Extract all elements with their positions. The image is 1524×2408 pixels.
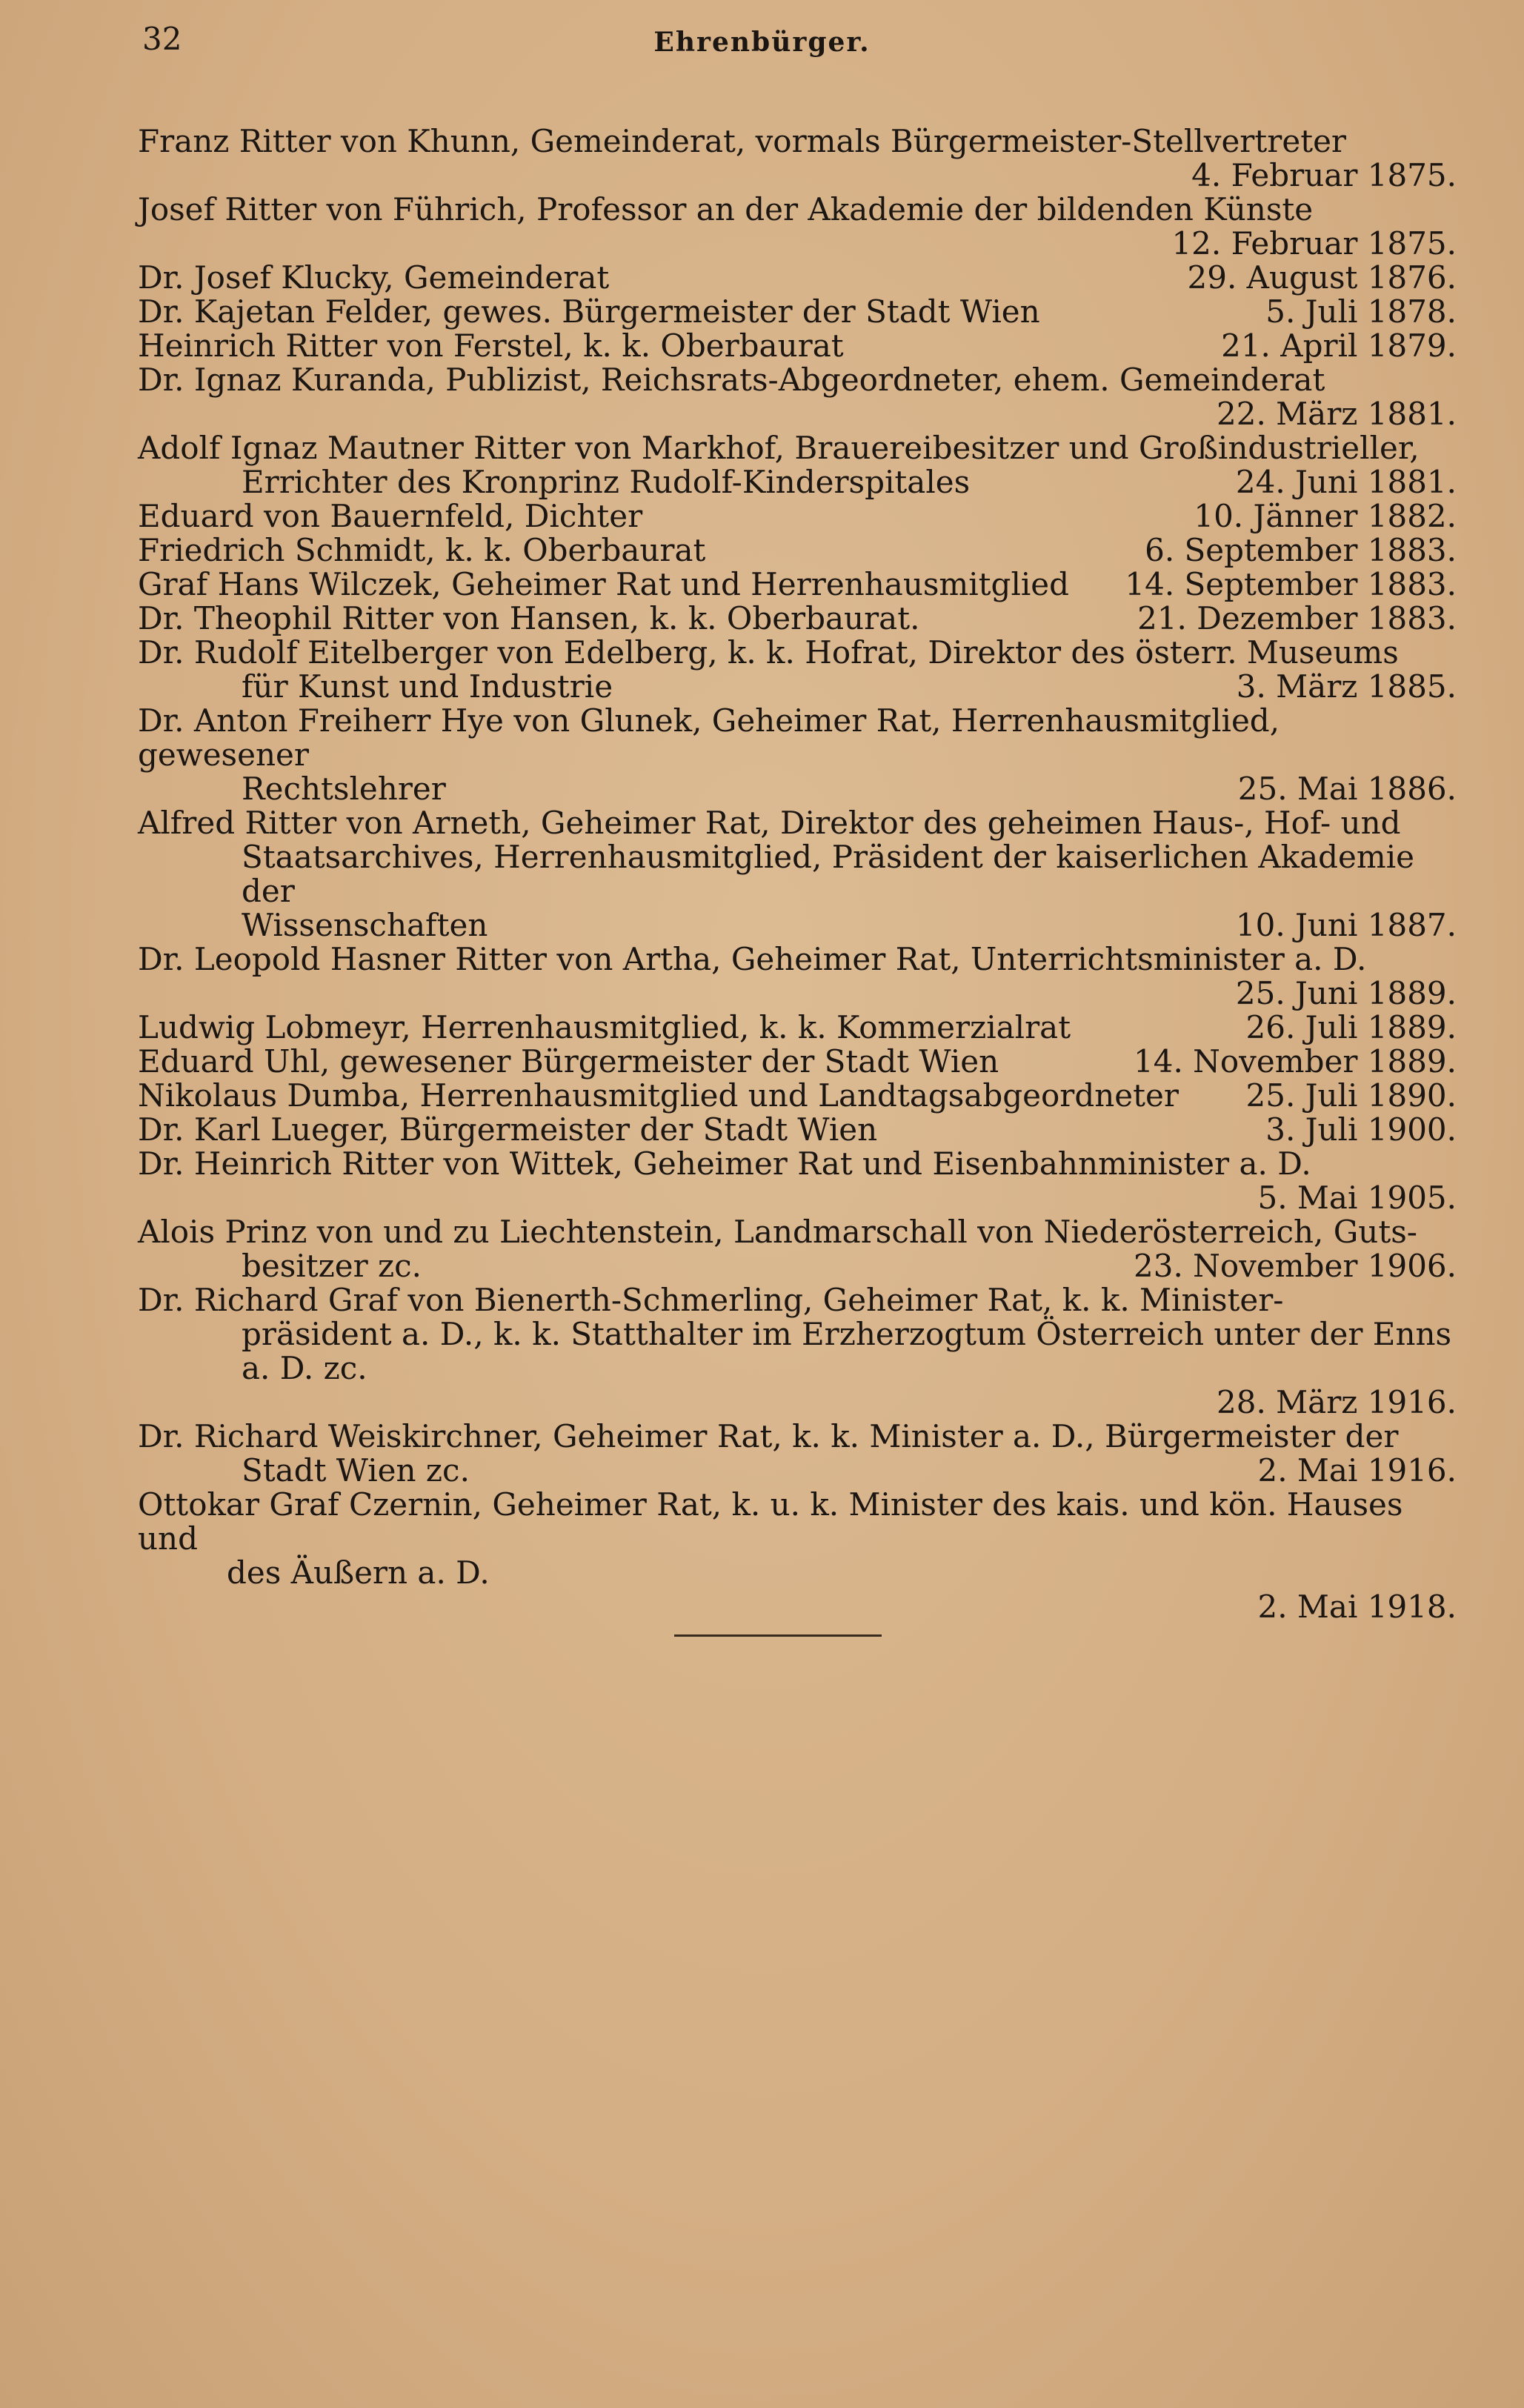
entry-date: 28. März 1916. xyxy=(1217,1384,1457,1420)
entry-text: Ottokar Graf Czernin, Geheimer Rat, k. u. k. Minister des kais. und kön. Hauses und xyxy=(138,1486,1403,1557)
entry-text-continuation: besitzer zc. xyxy=(242,1248,422,1284)
list-item xyxy=(138,636,1457,704)
running-head: Ehrenbürger. xyxy=(653,27,871,58)
entry-date: 22. März 1881. xyxy=(1217,396,1457,432)
entry-date: 6. September 1883. xyxy=(1145,532,1457,568)
closing-rule xyxy=(674,1634,882,1637)
entry-text: Dr. Ignaz Kuranda, Publizist, Reichsrats-Abgeordneter, ehem. Gemeinderat xyxy=(138,362,1325,398)
entry-text: Dr. Rudolf Eitelberger von Edelberg, k. k. Hofrat, Direktor des österr. Museums xyxy=(138,634,1399,671)
entry-date: 21. Dezember 1883. xyxy=(1137,600,1457,636)
entry-date: 29. August 1876. xyxy=(1187,259,1457,296)
entry-text: Nikolaus Dumba, Herrenhausmitglied und Landtagsabgeordneter xyxy=(138,1077,1179,1114)
entry-text: Dr. Heinrich Ritter von Wittek, Geheimer Rat und Eisenbahnminister a. D. xyxy=(138,1145,1311,1182)
entry-text-continuation: Stadt Wien zc. xyxy=(242,1452,470,1489)
entry-text: Alois Prinz von und zu Liechtenstein, Landmarschall von Niederösterreich, Guts- xyxy=(138,1214,1417,1250)
list-item xyxy=(138,1488,1457,1624)
entry-text: Dr. Kajetan Felder, gewes. Bürgermeister der Stadt Wien xyxy=(138,293,1040,330)
entry-text: Alfred Ritter von Arneth, Geheimer Rat, Direktor des geheimen Haus-, Hof- und xyxy=(138,805,1401,841)
list-item xyxy=(138,499,1457,533)
entry-text: Ludwig Lobmeyr, Herrenhausmitglied, k. k. Kommerzialrat xyxy=(138,1009,1071,1045)
entry-text-continuation: für Kunst und Industrie xyxy=(242,668,613,705)
list-item xyxy=(138,1045,1457,1079)
list-item xyxy=(138,942,1457,1011)
entry-date: 14. November 1889. xyxy=(1134,1043,1457,1080)
entry-date: 10. Jänner 1882. xyxy=(1194,498,1457,534)
entry-date: 5. Mai 1905. xyxy=(1257,1180,1457,1216)
list-item xyxy=(138,568,1457,602)
entry-text: Dr. Josef Klucky, Gemeinderat xyxy=(138,259,610,296)
list-item xyxy=(138,602,1457,636)
list-item xyxy=(138,1113,1457,1147)
list-item xyxy=(138,1011,1457,1045)
list-item xyxy=(138,533,1457,568)
entry-text: Eduard von Bauernfeld, Dichter xyxy=(138,498,643,534)
entry-text: Dr. Richard Graf von Bienerth-Schmerling, Geheimer Rat, k. k. Minister- xyxy=(138,1282,1284,1318)
entry-text: Dr. Karl Lueger, Bürgermeister der Stadt Wien xyxy=(138,1111,878,1148)
list-item xyxy=(138,806,1457,942)
entry-date: 2. Mai 1916. xyxy=(1257,1452,1457,1489)
entry-text: Dr. Leopold Hasner Ritter von Artha, Geheimer Rat, Unterrichtsminister a. D. xyxy=(138,941,1367,977)
list-item xyxy=(138,704,1457,806)
list-item xyxy=(138,431,1457,499)
entry-date: 12. Februar 1875. xyxy=(1171,225,1457,262)
entry-text-continuation: Staatsarchives, Herrenhausmitglied, Präsident der kaiserlichen Akademie der xyxy=(242,839,1415,909)
entry-date: 5. Juli 1878. xyxy=(1265,293,1457,330)
entry-date: 21. April 1879. xyxy=(1221,327,1457,364)
entry-date: 14. September 1883. xyxy=(1125,566,1457,602)
entry-text-continuation: Rechtslehrer xyxy=(242,771,446,807)
entry-date: 23. November 1906. xyxy=(1134,1248,1457,1284)
entry-text-continuation: Wissenschaften xyxy=(242,907,488,943)
entry-text: Heinrich Ritter von Ferstel, k. k. Oberbaurat xyxy=(138,327,844,364)
honorary-citizens-list xyxy=(138,124,1457,1624)
entry-text: Eduard Uhl, gewesener Bürgermeister der Stadt Wien xyxy=(138,1043,999,1080)
list-item xyxy=(138,1079,1457,1113)
entry-text-continuation: des Äußern a. D. xyxy=(227,1554,490,1591)
entry-text: Dr. Anton Freiherr Hye von Glunek, Geheimer Rat, Herrenhausmitglied, gewesener xyxy=(138,702,1280,773)
entry-text: Dr. Theophil Ritter von Hansen, k. k. Oberbaurat. xyxy=(138,600,920,636)
entry-date: 3. Juli 1900. xyxy=(1265,1111,1457,1148)
list-item xyxy=(138,1147,1457,1215)
list-item xyxy=(138,1215,1457,1283)
entry-text: Graf Hans Wilczek, Geheimer Rat und Herrenhausmitglied xyxy=(138,566,1070,602)
list-item xyxy=(138,124,1457,193)
entry-date: 26. Juli 1889. xyxy=(1245,1009,1457,1045)
entry-date: 4. Februar 1875. xyxy=(1191,157,1457,193)
list-item xyxy=(138,193,1457,261)
entry-date: 24. Juni 1881. xyxy=(1235,464,1457,500)
list-item xyxy=(138,1283,1457,1420)
entry-text-continuation: präsident a. D., k. k. Statthalter im Erzherzogtum Österreich unter der Enns a. D. zc. xyxy=(242,1316,1452,1386)
entry-text-continuation: Errichter des Kronprinz Rudolf-Kinderspitales xyxy=(242,464,971,500)
entry-date: 25. Juni 1889. xyxy=(1235,975,1457,1011)
entry-date: 25. Mai 1886. xyxy=(1237,771,1457,807)
entry-text: Friedrich Schmidt, k. k. Oberbaurat xyxy=(138,532,706,568)
list-item xyxy=(138,1420,1457,1488)
entry-date: 2. Mai 1918. xyxy=(1257,1589,1457,1625)
entry-text: Franz Ritter von Khunn, Gemeinderat, vormals Bürgermeister-Stellvertreter xyxy=(138,123,1347,159)
list-item xyxy=(138,295,1457,329)
entry-text: Adolf Ignaz Mautner Ritter von Markhof, Brauereibesitzer und Großindustrieller, xyxy=(138,430,1420,466)
entry-text: Josef Ritter von Führich, Professor an der Akademie der bildenden Künste xyxy=(138,191,1314,227)
list-item xyxy=(138,363,1457,431)
entry-date: 25. Juli 1890. xyxy=(1245,1077,1457,1114)
entry-date: 3. März 1885. xyxy=(1236,668,1457,705)
entry-date: 10. Juni 1887. xyxy=(1235,907,1457,943)
entry-text: Dr. Richard Weiskirchner, Geheimer Rat, k. k. Minister a. D., Bürgermeister der xyxy=(138,1418,1399,1454)
page-number: 32 xyxy=(142,21,182,57)
list-item xyxy=(138,261,1457,295)
list-item xyxy=(138,329,1457,363)
